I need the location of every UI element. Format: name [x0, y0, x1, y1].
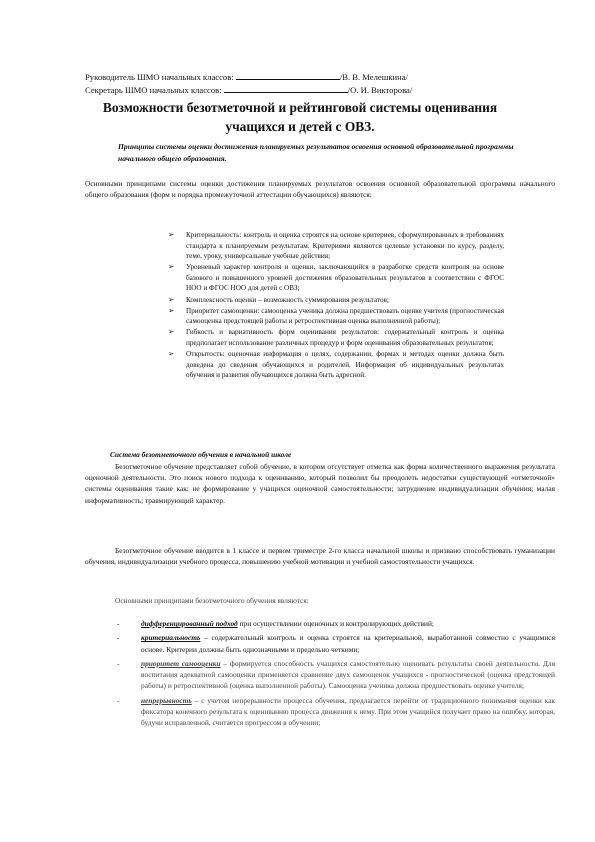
list-item: - критериальность – содержательный контроль и оценка строятся на критериальной, выработанной совместно с учащимися основе. Критерии должны быть однозначными и предельно четкими;: [117, 633, 555, 654]
header-line-leader: [85, 71, 408, 83]
principles-list: [168, 230, 504, 381]
dash-bullet-icon: -: [117, 619, 120, 628]
signature-line: [236, 71, 340, 80]
subtitle: Принципы системы оценки достижения планируемых результатов освоения основной образовательной программы начального общего образования.: [118, 142, 514, 163]
document-title-line2: учащихся и детей с ОВЗ.: [225, 119, 375, 134]
document-title-line1: Возможности безотметочной и рейтинговой системы оценивания: [102, 100, 498, 115]
list-item: ➢ Открытость: оценочная информация о целях, содержании, формах и методах оценки должна быть доведена до сведения обучающихся и родителей. Информация об индивидуальных результатах обучения и развития обучающихся должна быть адресной.: [168, 349, 504, 380]
dash-bullet-icon: -: [117, 658, 120, 668]
dash-bullet-icon: -: [117, 633, 120, 643]
arrow-bullet-icon: ➢: [168, 262, 175, 272]
list-item: - дифференцированный подход при осуществлении оценочных и контролирующих действий;: [117, 619, 434, 628]
arrow-bullet-icon: ➢: [168, 294, 175, 304]
paragraph-principles-intro: Основными принципами безотметочного обучения являются:: [115, 596, 309, 605]
list-item: ➢ Уровневый характер контроля и оценки, заключающийся в разработке средств контроля на основе базового и повышенного уровней достижения образовательных результатов в соответствии с ФГОС НОО и ФГОС НОО для детей с ОВЗ;: [168, 262, 504, 293]
leader-name: /В. В. Мелешкина/: [339, 72, 408, 82]
list-item: - приоритет самооценки – формируется способность учащихся самостоятельно оценивать результаты своей деятельности. Для воспитания адекватной самооценки применяется сравнение двух самооценок учащихся - прогностической (оценка предстоящей работы) и ретроспективной (оценка выполненной работы). Самооценка ученика должна предшествовать оценке учителя;: [117, 658, 555, 691]
list-item: ➢ Приоритет самооценки: самооценка ученика должна предшествовать оценке учителя (прогностическая самооценка предстоящей работы и ретроспективная оценка выполненной работы);: [168, 305, 504, 326]
bezotmetochnoe-principles-list: [117, 618, 555, 732]
arrow-bullet-icon: ➢: [168, 230, 175, 239]
leader-label: Руководитель ШМО начальных классов:: [85, 72, 236, 82]
section-title: Система безотметочного обучения в начальной школе: [110, 450, 292, 459]
signature-line: [224, 84, 348, 93]
list-item: ➢ Гибкость и вариативность форм оценивания результатов: содержательный контроль и оценка предполагает использование различных процедур и форм оценивания образовательных результатов;: [168, 327, 504, 347]
list-item: ➢ Критериальность: контроль и оценка строятся на основе критериев, сформулированных в требованиях стандарта к планируемым результатам. Критериями являются целевые установки по курсу, разделу, теме, уроку, универсальные учебные действия;: [168, 230, 504, 261]
secretary-name: /О. И. Викторова/: [347, 85, 413, 95]
intro-paragraph: Основными принципами системы оценки достижения планируемых результатов освоения основной образовательной программы начального общего образования (форм и порядка промежуточной аттестации обучающихся) являются:: [85, 179, 555, 200]
arrow-bullet-icon: ➢: [168, 349, 175, 359]
paragraph-introduction-grade: Безотметочное обучение вводится в 1 классе и первом триместре 2-го класса начальной школы и призвано способствовать гуманизации обучения, индивидуализации учебного процесса, повышению учебной мотивации и учебной самостоятельности учащихся.: [85, 546, 555, 567]
dash-bullet-icon: -: [117, 695, 120, 705]
list-item: ➢ Комплексность оценки – возможность суммирования результатов;: [168, 294, 389, 304]
arrow-bullet-icon: ➢: [168, 305, 175, 315]
list-item: - непрерывность – с учетом непрерывности процесса обучения, предлагается перейти от традиционного понимания оценки как фиксатора конечного результата к оцениванию процесса движения к нему. При этом учащийся получает право на ошибку, которая, будучи исправленной, считается прогрессом в обучении;: [117, 695, 555, 728]
paragraph-bezotmetochnoe: Безотметочное обучение представляет собой обучение, в котором отсутствует отметка как форма количественного выражения результата оценочной деятельности. Это поиск нового подхода к оцениванию, который позволил бы преодолеть недостатки существующей «отметочной» системы оценивания такие как: не формирование у учащихся оценочной самостоятельности; затруднение индивидуализации обучения; малая информативность; травмирующий характер.: [85, 462, 555, 505]
secretary-label: Секретарь ШМО начальных классов:: [85, 85, 224, 95]
header-line-secretary: [85, 84, 412, 96]
arrow-bullet-icon: ➢: [168, 327, 175, 337]
